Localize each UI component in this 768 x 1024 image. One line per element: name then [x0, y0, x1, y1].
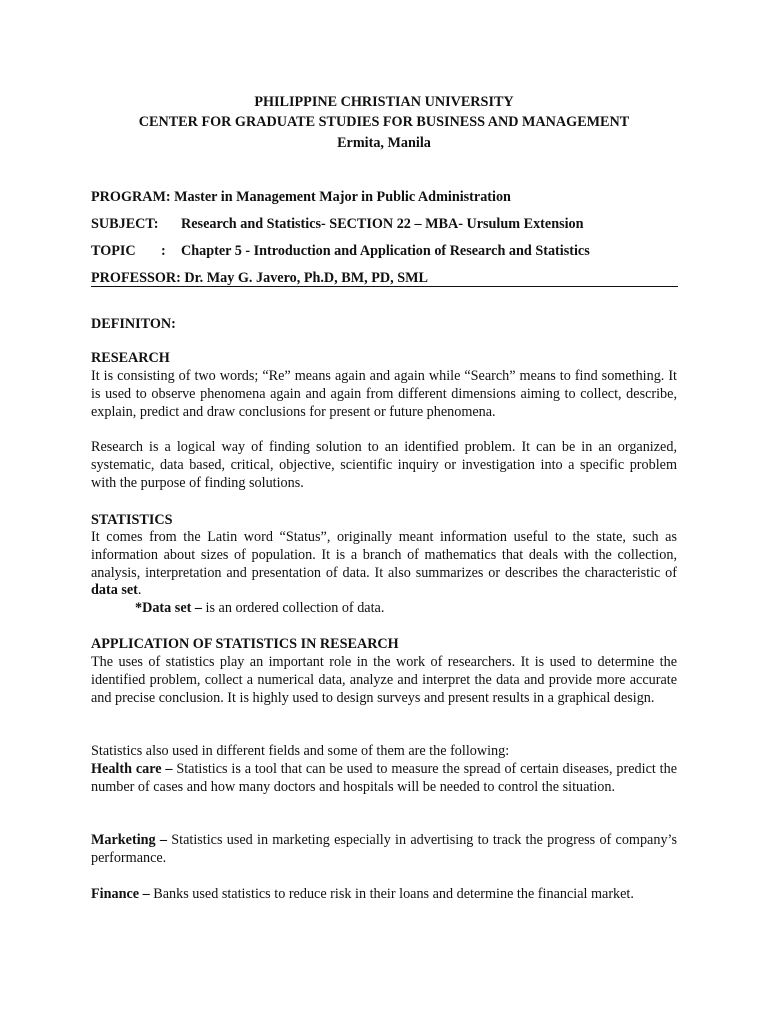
- finance-text: Banks used statistics to reduce risk in their loans and determine the financial market.: [149, 886, 634, 902]
- program-label: PROGRAM:: [91, 189, 171, 205]
- header-divider: [91, 286, 678, 287]
- university-name: PHILIPPINE CHRISTIAN UNIVERSITY: [254, 94, 514, 110]
- data-set-label: *Data set –: [135, 600, 202, 616]
- research-paragraph-2: Research is a logical way of finding solution to an identified problem. It can be in an organized, systematic, data based, critical, objective, scientific inquiry or investigation into a specific problem with the purpose of finding solutions.: [91, 439, 677, 491]
- finance-paragraph: [91, 886, 677, 904]
- topic-label: TOPIC: [91, 243, 136, 259]
- application-heading: APPLICATION OF STATISTICS IN RESEARCH: [91, 636, 399, 652]
- program-value: Master in Management Major in Public Administration: [174, 189, 511, 205]
- topic-value: Chapter 5 - Introduction and Application of Research and Statistics: [181, 243, 590, 259]
- topic-colon: :: [161, 243, 166, 259]
- data-set-term: data set: [91, 582, 138, 599]
- application-paragraph: The uses of statistics play an important role in the work of researchers. It is used to determine the identified problem, collect a numerical data, analyze and interpret the data and provide more accurate and precise conclusion. It is highly used to design surveys and present results in a graphical design.: [91, 654, 677, 706]
- center-name: CENTER FOR GRADUATE STUDIES FOR BUSINESS AND MANAGEMENT: [138, 114, 630, 130]
- health-care-paragraph: [91, 761, 677, 797]
- finance-label: Finance –: [91, 886, 150, 902]
- subject-value: Research and Statistics- SECTION 22 – MBA- Ursulum Extension: [181, 216, 584, 232]
- fields-intro: Statistics also used in different fields and some of them are the following:: [91, 743, 510, 759]
- location: Ermita, Manila: [337, 135, 431, 151]
- professor-value: Dr. May G. Javero, Ph.D, BM, PD, SML: [184, 270, 428, 286]
- data-set-text: is an ordered collection of data.: [201, 600, 385, 616]
- definition-heading: DEFINITON:: [91, 316, 176, 332]
- research-heading: RESEARCH: [91, 350, 170, 366]
- research-paragraph-1: It is consisting of two words; “Re” means again and again while “Search” means to find something. It is used to observe phenomena again and again from different dimensions aiming to collect, describe, explain, predict and draw conclusions for present or future phenomena.: [91, 368, 677, 420]
- marketing-label: Marketing –: [91, 832, 167, 848]
- statistics-paragraph: [91, 529, 677, 600]
- marketing-paragraph: [91, 832, 677, 868]
- professor-line: [91, 270, 428, 287]
- topic-line: [91, 243, 590, 260]
- statistics-text-end: .: [137, 582, 142, 599]
- data-set-definition: [135, 600, 384, 617]
- professor-label: PROFESSOR:: [91, 270, 181, 286]
- statistics-text: It comes from the Latin word “Status”, originally meant information useful to the state, such as information about sizes of population. It is a branch of mathematics that deals with the collection, analysis, interpretation and presentation of data. It also summarizes or describes the characteristic of: [91, 529, 677, 581]
- statistics-heading: STATISTICS: [91, 512, 173, 528]
- marketing-text: Statistics used in marketing especially in advertising to track the progress of company’s performance.: [91, 832, 678, 866]
- subject-line: [91, 216, 584, 233]
- subject-label: SUBJECT:: [91, 216, 159, 232]
- health-care-text: Statistics is a tool that can be used to measure the spread of certain diseases, predict the number of cases and how many doctors and hospitals will be needed to control the situation.: [91, 761, 677, 795]
- health-care-label: Health care –: [91, 761, 173, 777]
- program-line: [91, 189, 511, 206]
